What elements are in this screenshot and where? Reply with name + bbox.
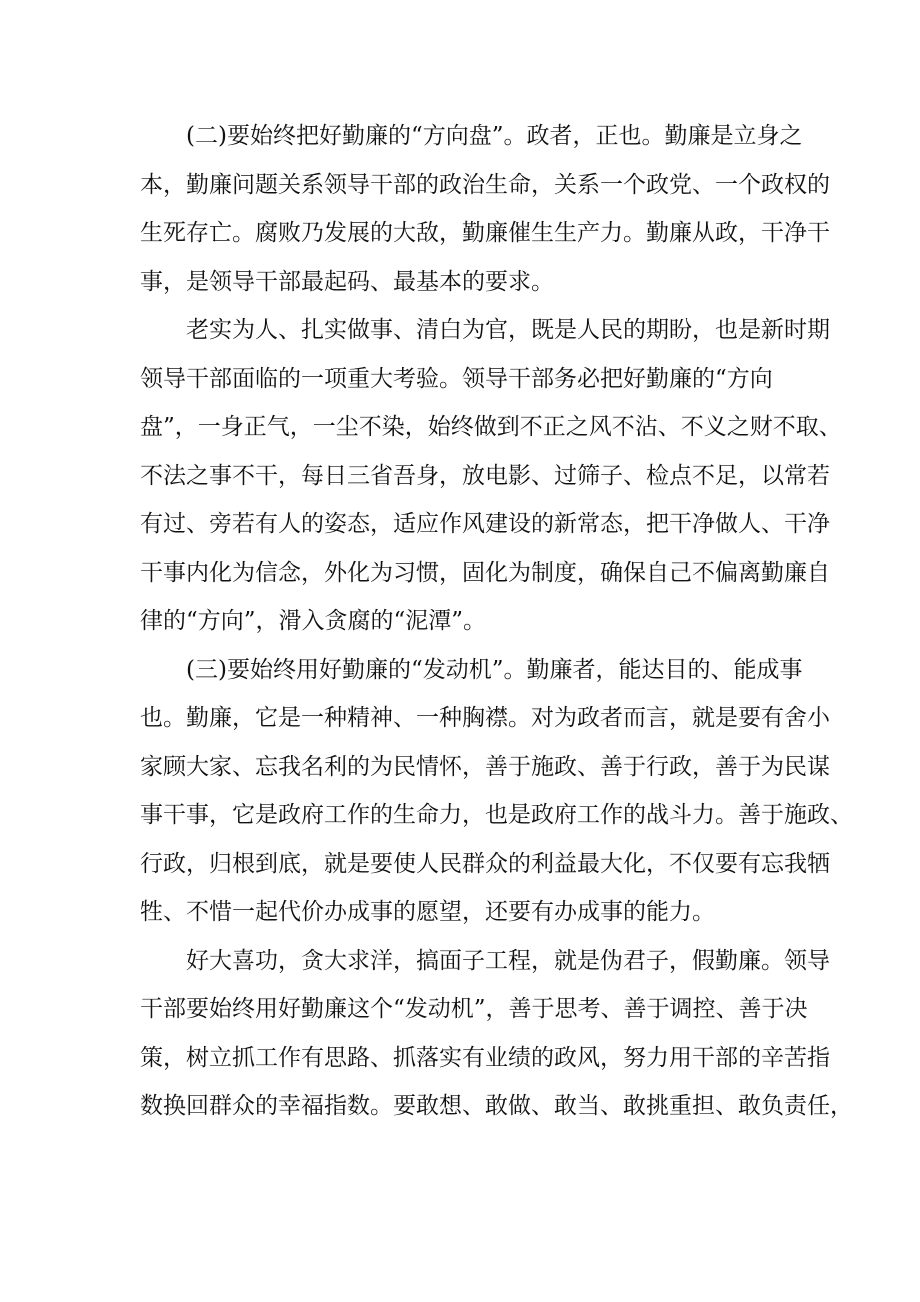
text-line: 生死存亡。腐败乃发展的大敌，勤廉催生生产力。勤廉从政，干净干 bbox=[140, 220, 830, 246]
text-line: 事干事，它是政府工作的生命力，也是政府工作的战斗力。善于施政、 bbox=[140, 802, 853, 828]
text-line: 策，树立抓工作有思路、抓落实有业绩的政风，努力用干部的辛苦指 bbox=[140, 1044, 830, 1071]
text-line: 干部要始终用好勤廉这个“发动机”，善于思考、善于调控、善于决 bbox=[140, 996, 808, 1022]
text-line: 好大喜功，贪大求洋，搞面子工程，就是伪君子，假勤廉。领导 bbox=[186, 947, 830, 974]
text-line: 家顾大家、忘我名利的为民情怀，善于施政、善于行政，善于为民谋 bbox=[140, 753, 830, 780]
paragraph-2 bbox=[140, 306, 842, 646]
text-line: 行政，归根到底，就是要使人民群众的利益最大化，不仅要有忘我牺 bbox=[140, 850, 830, 877]
paragraph-1 bbox=[140, 112, 830, 306]
text-line: 本，勤廉问题关系领导干部的政治生命，关系一个政党、一个政权的 bbox=[140, 171, 830, 198]
text-line: (三)要始终用好勤廉的“发动机”。勤廉者，能达目的、能成事 bbox=[186, 656, 803, 683]
document-body bbox=[140, 112, 853, 1131]
text-line: (二)要始终把好勤廉的“方向盘”。政者，正也。勤廉是立身之 bbox=[186, 123, 803, 149]
text-line: 干事内化为信念，外化为习惯，固化为制度，确保自己不偏离勤廉自 bbox=[140, 559, 830, 586]
text-line: 盘”，一身正气，一尘不染，始终做到不正之风不沾、不义之财不取、 bbox=[140, 414, 842, 440]
text-line: 事，是领导干部最起码、最基本的要求。 bbox=[140, 268, 554, 295]
text-line: 数换回群众的幸福指数。要敢想、敢做、敢当、敢挑重担、敢负责任， bbox=[140, 1093, 853, 1119]
text-line: 不法之事不干，每日三省吾身，放电影、过筛子、检点不足，以常若 bbox=[140, 462, 830, 489]
paragraph-4 bbox=[140, 937, 853, 1131]
text-line: 有过、旁若有人的姿态，适应作风建设的新常态，把干净做人、干净 bbox=[140, 511, 830, 537]
text-line: 老实为人、扎实做事、清白为官，既是人民的期盼，也是新时期 bbox=[186, 317, 830, 343]
text-line: 律的“方向”，滑入贪腐的“泥潭”。 bbox=[140, 608, 487, 634]
text-line: 领导干部面临的一项重大考验。领导干部务必把好勤廉的“方向 bbox=[140, 365, 773, 392]
text-line: 也。勤廉，它是一种精神、一种胸襟。对为政者而言，就是要有舍小 bbox=[140, 705, 830, 731]
paragraph-3 bbox=[140, 646, 853, 937]
text-line: 牲、不惜一起代价办成事的愿望，还要有办成事的能力。 bbox=[140, 899, 715, 925]
